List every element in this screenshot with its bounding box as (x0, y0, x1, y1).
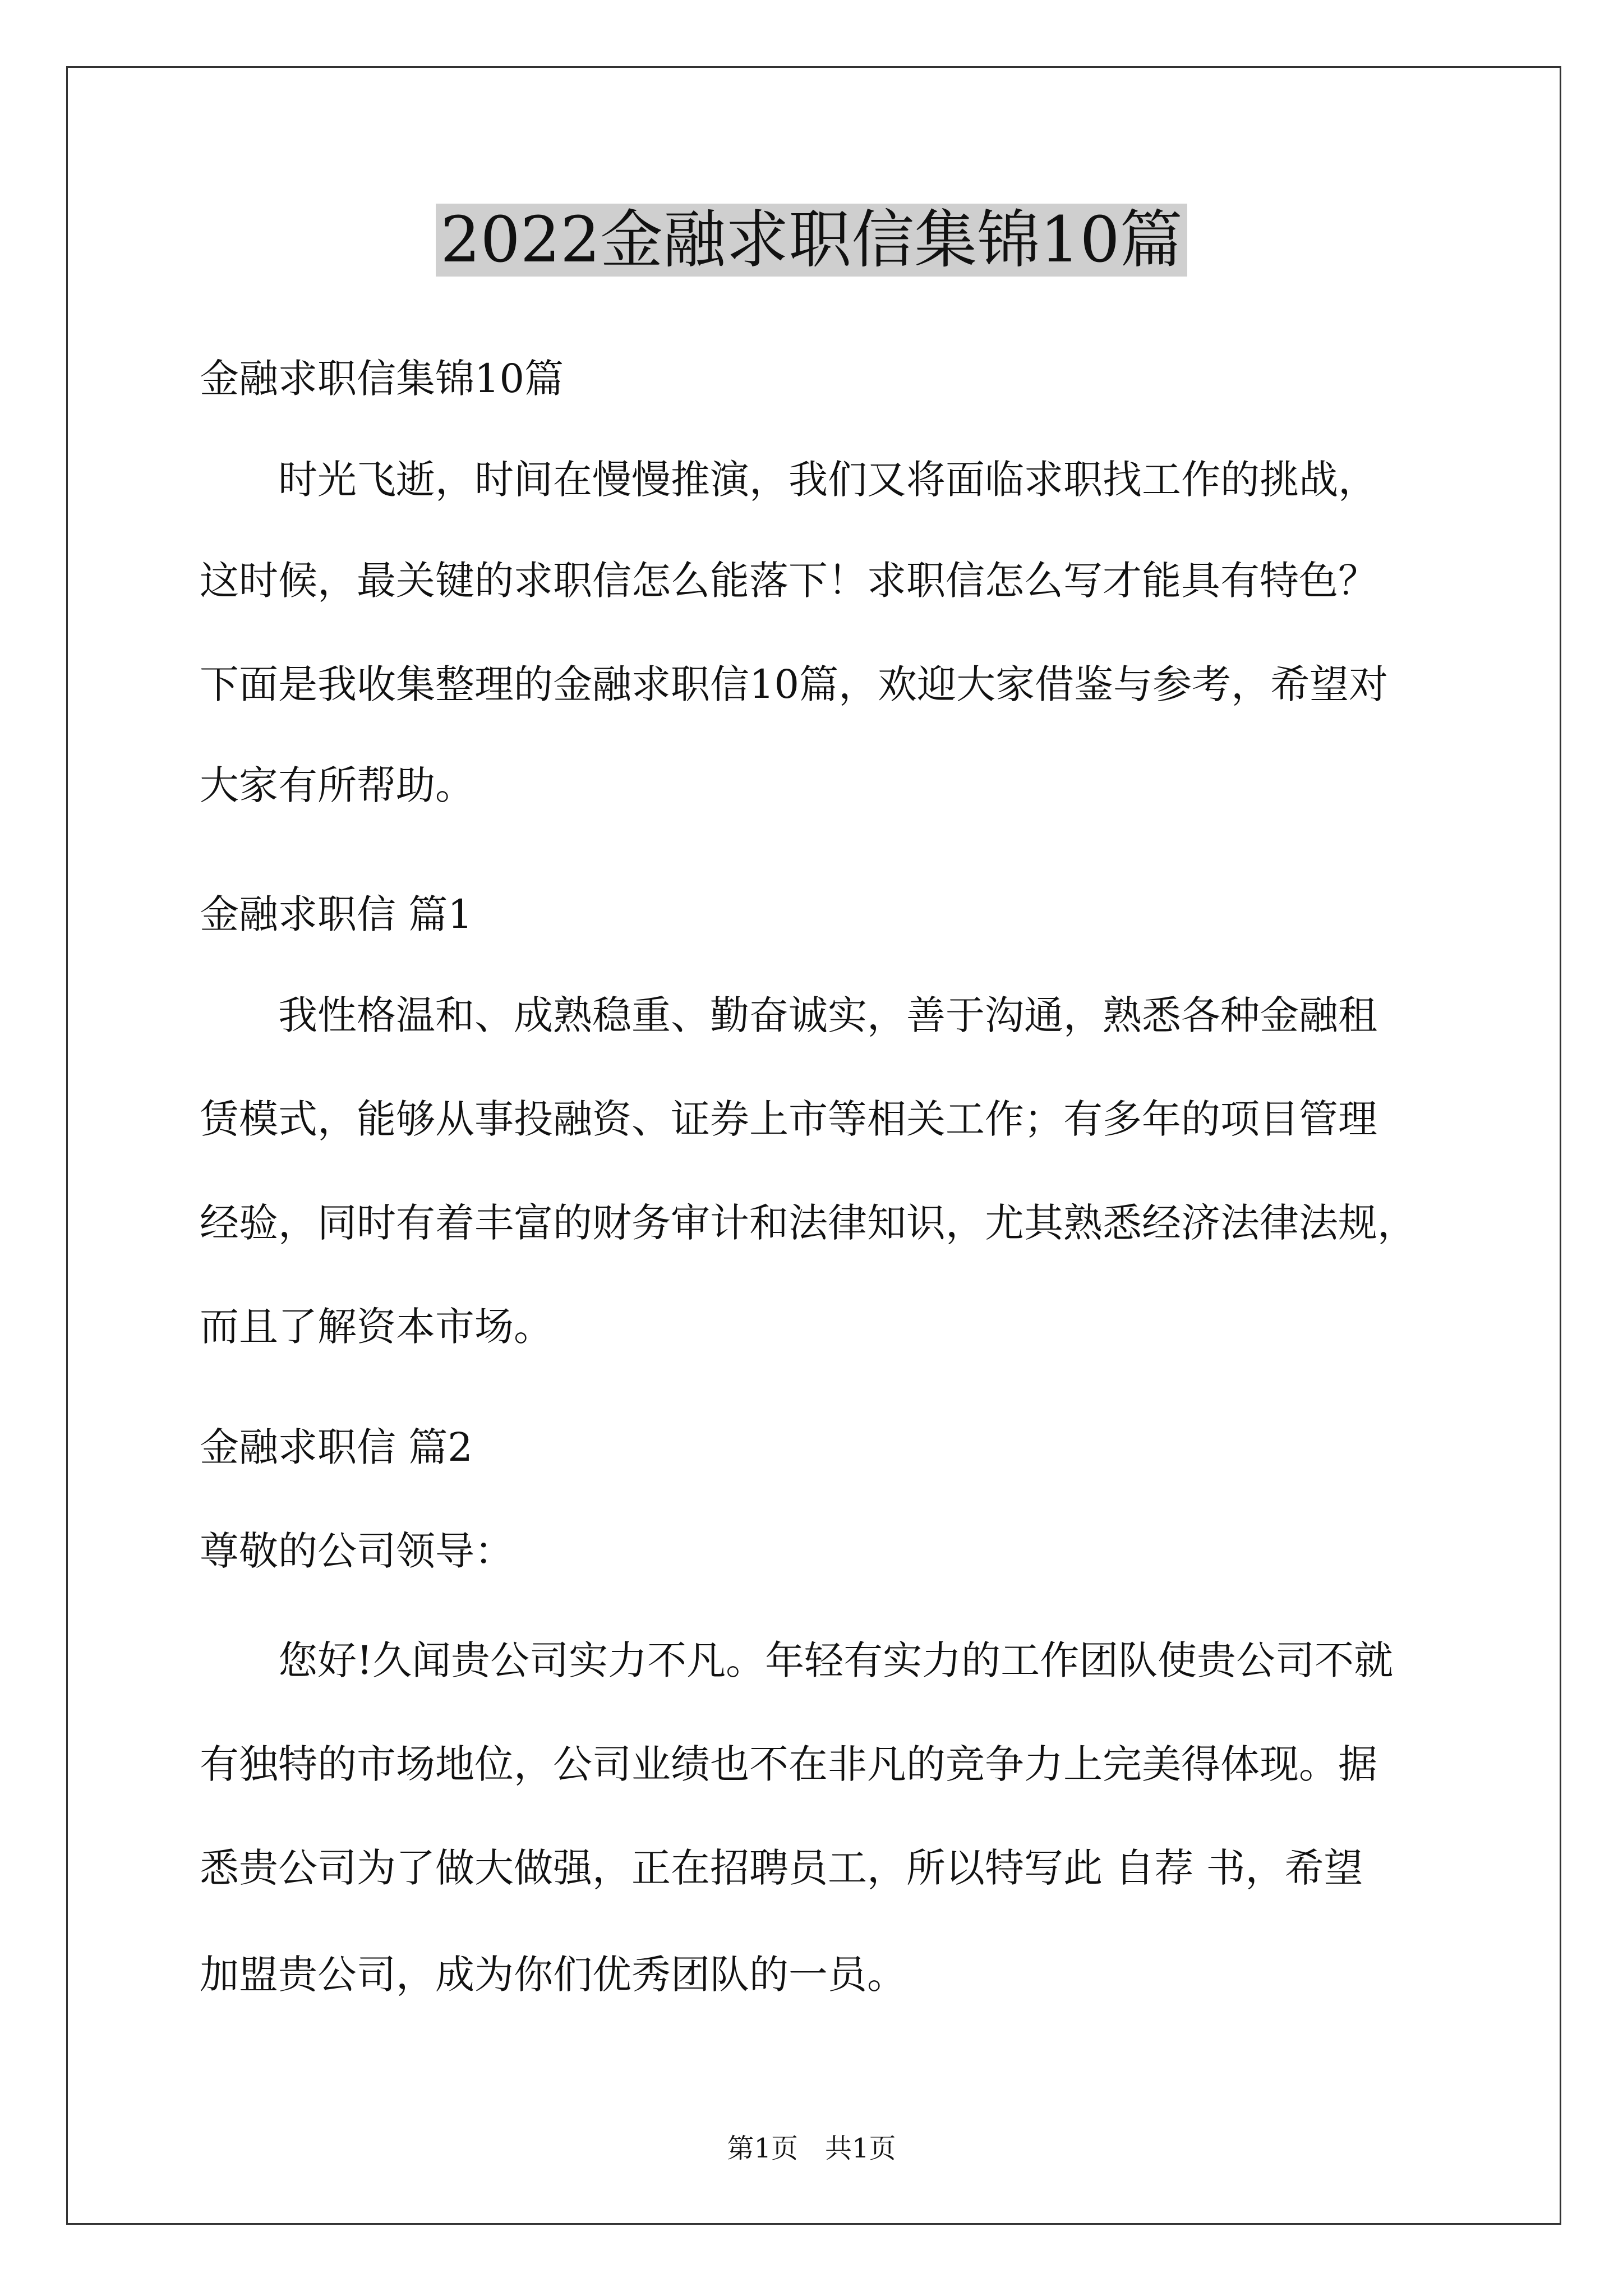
paragraph-line: 我性格温和、成熟稳重、勤奋诚实，善于沟通，熟悉各种金融租 (200, 992, 1377, 1038)
paragraph-line: 赁模式，能够从事投融资、证券上市等相关工作；有多年的项目管理 (200, 1096, 1377, 1142)
section-heading: 金融求职信 篇1 (200, 891, 473, 937)
paragraph-line: 这时候，最关键的求职信怎么能落下！求职信怎么写才能具有特色？ (200, 558, 1377, 604)
paragraph-line: 有独特的市场地位，公司业绩也不在非凡的竞争力上完美得体现。据 (200, 1741, 1377, 1787)
page-footer: 第1页 共1页 (727, 2133, 896, 2164)
paragraph-line: 您好!久闻贵公司实力不凡。年轻有实力的工作团队使贵公司不就 (200, 1637, 1394, 1683)
paragraph-line: 大家有所帮助。 (200, 762, 474, 808)
salutation: 尊敬的公司领导： (200, 1528, 514, 1574)
paragraph-line: 加盟贵公司，成为你们优秀团队的一员。 (200, 1952, 906, 1998)
document-title (0, 201, 1623, 279)
paragraph-line: 悉贵公司为了做大做强，正在招聘员工，所以特写此 自荐 书，希望 (200, 1845, 1363, 1891)
paragraph-line: 而且了解资本市场。 (200, 1304, 553, 1350)
document-title-text: 2022金融求职信集锦10篇 (436, 204, 1187, 277)
paragraph-line: 经验，同时有着丰富的财务审计和法律知识，尤其熟悉经济法律法规， (200, 1200, 1417, 1246)
paragraph-line: 金融求职信集锦10篇 (200, 356, 564, 402)
paragraph-line: 时光飞逝，时间在慢慢推演，我们又将面临求职找工作的挑战， (200, 457, 1377, 503)
section-heading: 金融求职信 篇2 (200, 1424, 473, 1470)
paragraph-line: 下面是我收集整理的金融求职信10篇，欢迎大家借鉴与参考，希望对 (200, 661, 1389, 707)
